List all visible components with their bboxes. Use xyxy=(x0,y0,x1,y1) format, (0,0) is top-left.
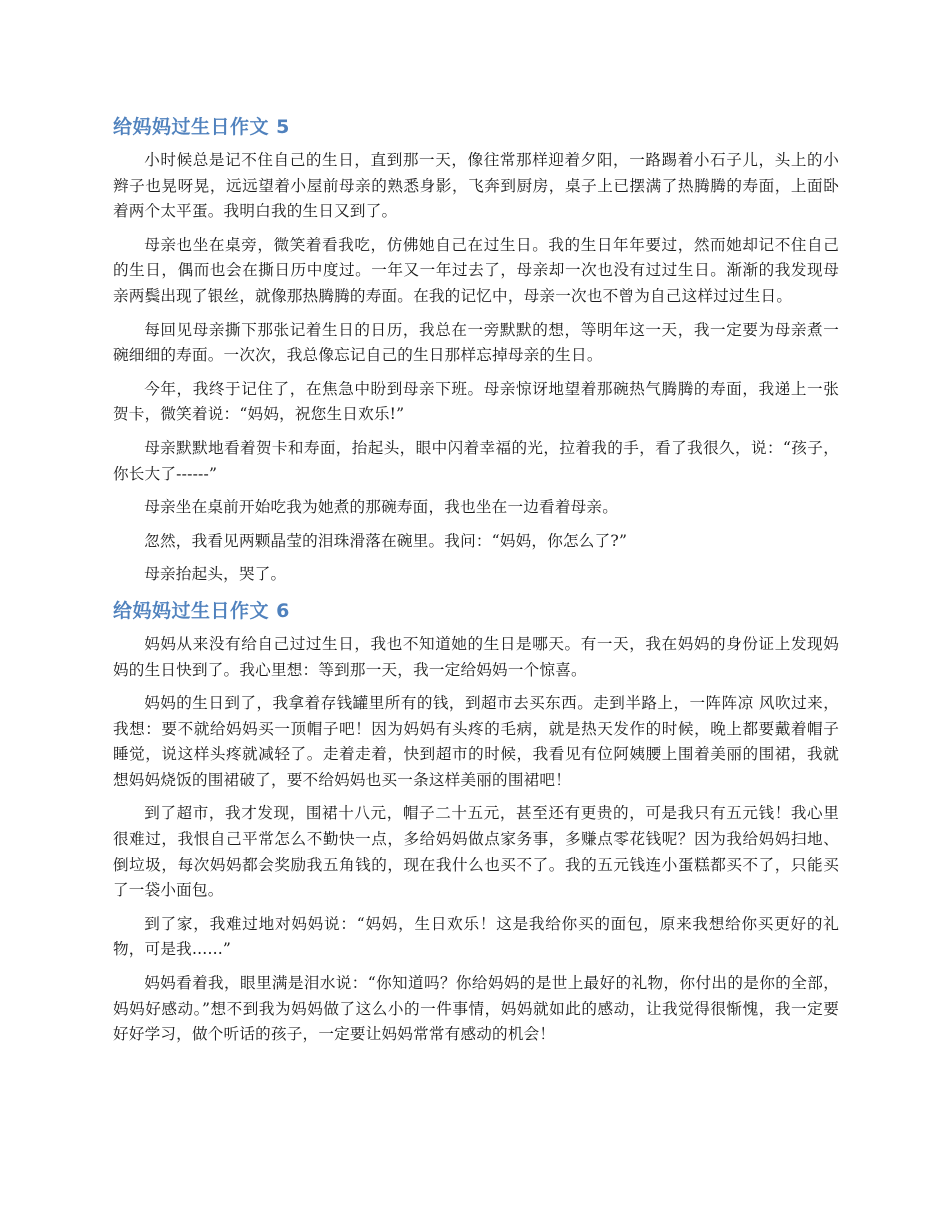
paragraph: 母亲坐在桌前开始吃我为她煮的那碗寿面，我也坐在一边看着母亲。 xyxy=(144,498,619,517)
paragraph: 小时候总是记不住自己的生日，直到那一天，像往常那样迎着夕阳，一路踢着小石子儿，头上的小辫子也晃呀晃，远远望着小屋前母亲的熟悉身影，飞奔到厨房，桌子上已摆满了热腾腾的寿面，上面卧着两个太平蛋。我明白我的生日又到了。 xyxy=(113,151,839,221)
paragraph: 母亲抬起头，哭了。 xyxy=(144,565,287,584)
essay-section-6 xyxy=(113,596,839,1048)
paragraph: 到了超市，我才发现，围裙十八元，帽子二十五元，甚至还有更贵的，可是我只有五元钱！我心里很难过，我恨自己平常怎么不勤快一点，多给妈妈做点家务事，多赚点零花钱呢？因为我给妈妈扫地、倒垃圾，每次妈妈都会奖励我五角钱的，现在我什么也买不了。我的五元钱连小蛋糕都买不了，只能买了一袋小面包。 xyxy=(113,804,839,900)
paragraph: 妈妈从来没有给自己过过生日，我也不知道她的生日是哪天。有一天，我在妈妈的身份证上发现妈妈的生日快到了。我心里想：等到那一天，我一定给妈妈一个惊喜。 xyxy=(113,634,839,679)
document-page xyxy=(113,112,839,1056)
paragraph: 每回见母亲撕下那张记着生日的日历，我总在一旁默默的想，等明年这一天，我一定要为母亲煮一碗细细的寿面。一次次，我总像忘记自己的生日那样忘掉母亲的生日。 xyxy=(113,320,839,365)
paragraph: 母亲默默地看着贺卡和寿面，抬起头，眼中闪着幸福的光，拉着我的手，看了我很久，说：“孩子，你长大了------” xyxy=(113,438,839,483)
paragraph: 母亲也坐在桌旁，微笑着看我吃，仿佛她自己在过生日。我的生日年年要过，然而她却记不住自己的生日，偶而也会在撕日历中度过。一年又一年过去了，母亲却一次也没有过过生日。渐渐的我发现母亲两鬓出现了银丝，就像那热腾腾的寿面。在我的记忆中，母亲一次也不曾为自己这样过过生日。 xyxy=(113,235,839,305)
section-title: 给妈妈过生日作文 5 xyxy=(113,116,290,138)
paragraph: 忽然，我看见两颗晶莹的泪珠滑落在碗里。我问：“妈妈，你怎么了?” xyxy=(144,531,628,550)
essay-section-5 xyxy=(113,112,839,588)
section-title: 给妈妈过生日作文 6 xyxy=(113,599,290,622)
paragraph: 到了家，我难过地对妈妈说：“妈妈，生日欢乐！这是我给你买的面包，原来我想给你买更好的礼物，可是我......” xyxy=(113,914,839,959)
paragraph: 妈妈看着我，眼里满是泪水说：“你知道吗？你给妈妈的是世上最好的礼物，你付出的是你的全部，妈妈好感动。”想不到我为妈妈做了这么小的一件事情，妈妈就如此的感动，让我觉得很惭愧，我一定要好好学习，做个听话的孩子，一定要让妈妈常常有感动的机会！ xyxy=(113,974,839,1044)
paragraph: 妈妈的生日到了，我拿着存钱罐里所有的钱，到超市去买东西。走到半路上，一阵阵凉 风吹过来，我想：要不就给妈妈买一顶帽子吧！因为妈妈有头疼的毛病，就是热天发作的时候，晚上都要戴着帽子睡觉，说这样头疼就减轻了。走着走着，快到超市的时候，我看见有位阿姨腰上围着美丽的围裙，我就想妈妈烧饭的围裙破了，要不给妈妈也买一条这样美丽的围裙吧！ xyxy=(113,694,839,789)
paragraph: 今年，我终于记住了，在焦急中盼到母亲下班。母亲惊讶地望着那碗热气腾腾的寿面，我递上一张贺卡，微笑着说：“妈妈，祝您生日欢乐!” xyxy=(113,379,839,424)
